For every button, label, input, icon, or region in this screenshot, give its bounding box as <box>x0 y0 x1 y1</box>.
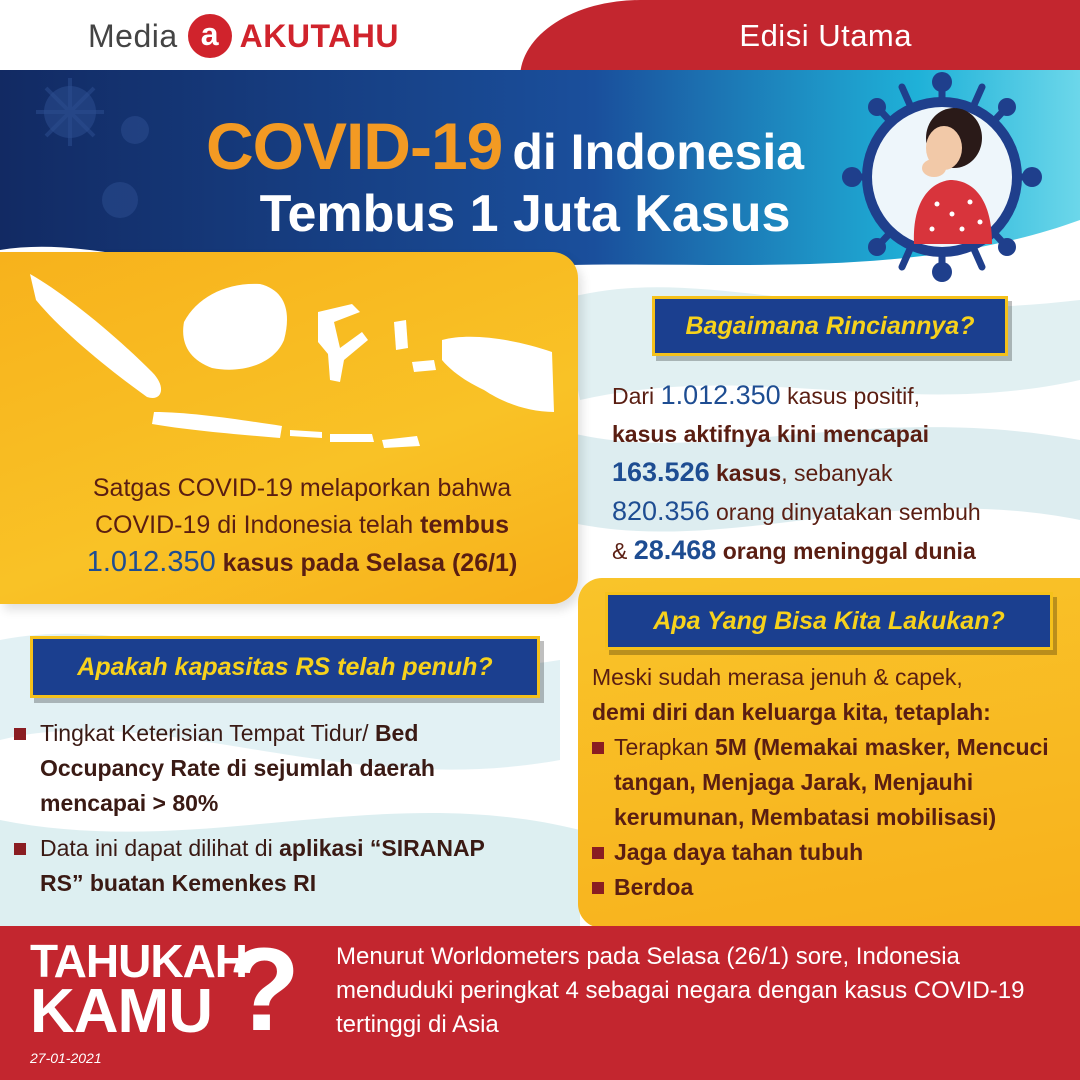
detail-line-3 <box>612 453 1072 492</box>
action-bullet-1-text <box>614 730 1062 835</box>
detail-line-1-a: Dari <box>612 383 661 409</box>
intro-text <box>22 470 582 582</box>
date-label: 27-01-2021 <box>30 1050 102 1066</box>
capacity-bullet-1-a: Tingkat Keterisian Tempat Tidur/ <box>40 720 375 746</box>
fact-text: Menurut Worldometers pada Selasa (26/1) sore, Indonesia menduduki peringkat 4 sebagai negara dengan kasus COVID-19 tertinggi di Asia <box>336 943 1025 1038</box>
capacity-bullet-1-b: Bed Occupancy Rate di sejumlah daerah mencapai > 80% <box>40 720 435 816</box>
detail-line-5 <box>612 531 1072 570</box>
intro-line-2 <box>22 507 582 544</box>
recovered-number: 820.356 <box>612 496 710 526</box>
total-cases-number: 1.012.350 <box>86 546 216 578</box>
title-rest: di Indonesia <box>512 124 805 180</box>
page-subtitle: Tembus 1 Juta Kasus <box>259 185 791 243</box>
action-bullet-1-b: 5M (Memakai masker, Mencuci tangan, Menjaga Jarak, Menjauhi kerumunan, Membatasi mobilisasi) <box>614 734 1049 830</box>
detail-line-1-b: kasus positif, <box>780 383 921 409</box>
deaths-number: 28.468 <box>633 535 717 565</box>
detail-line-3-b: kasus <box>709 460 782 486</box>
detail-line-1 <box>612 376 1072 415</box>
detail-line-5-a: & <box>612 538 634 564</box>
action-bullet-2 <box>592 835 1062 870</box>
capacity-list <box>14 716 534 911</box>
page-title <box>0 108 1010 184</box>
title-highlight: COVID-19 <box>205 109 503 183</box>
intro-line-1: Satgas COVID-19 melaporkan bahwa <box>92 474 512 502</box>
capacity-bullet-2-a: Data ini dapat dilihat di <box>40 835 280 861</box>
intro-line-3 <box>22 544 582 582</box>
brand-logo <box>88 14 399 58</box>
action-bullet-1 <box>592 730 1062 835</box>
question-mark-icon: ? <box>228 924 301 1056</box>
did-you-know-line-1: TAHUKAH <box>30 935 248 987</box>
action-text <box>592 660 1062 905</box>
capacity-bullet-2-b: aplikasi “SIRANAP RS” buatan Kemenkes RI <box>40 835 485 896</box>
brand-badge: a <box>188 14 232 58</box>
action-bullet-2-text: Jaga daya tahan tubuh <box>614 839 864 865</box>
did-you-know-line-2: KAMU <box>30 977 212 1046</box>
brand-name: AKUTAHU <box>239 17 399 54</box>
capacity-bullet-1 <box>14 716 534 821</box>
action-bullet-1-a: Terapkan <box>614 734 716 760</box>
bullet-icon <box>14 843 26 855</box>
active-cases-number: 163.526 <box>612 457 710 487</box>
action-heading: Apa Yang Bisa Kita Lakukan? <box>605 592 1053 650</box>
positive-cases-number: 1.012.350 <box>660 380 781 410</box>
brand-prefix: Media <box>88 17 178 54</box>
bullet-icon <box>14 728 26 740</box>
detail-line-5-b: orang meninggal dunia <box>716 538 976 564</box>
bullet-icon <box>592 847 604 859</box>
action-bullet-3 <box>592 870 1062 905</box>
intro-line-3-bold: kasus pada Selasa (26/1) <box>215 549 518 577</box>
detail-line-4 <box>612 492 1072 531</box>
detail-text <box>612 376 1072 570</box>
capacity-bullet-1-text <box>40 716 534 821</box>
intro-line-2-bold: tembus <box>420 511 510 539</box>
bullet-icon <box>592 882 604 894</box>
bullet-icon <box>592 742 604 754</box>
indonesia-map-icon <box>22 262 562 462</box>
detail-heading: Bagaimana Rinciannya? <box>652 296 1008 356</box>
capacity-heading: Apakah kapasitas RS telah penuh? <box>30 636 540 698</box>
action-bullet-3-text: Berdoa <box>614 874 694 900</box>
intro-line-2-text: COVID-19 di Indonesia telah <box>94 511 421 539</box>
detail-line-3-c: , sebanyak <box>781 460 893 486</box>
detail-line-2: kasus aktifnya kini mencapai <box>612 421 930 447</box>
capacity-bullet-2 <box>14 831 534 901</box>
action-intro-b: demi diri dan keluarga kita, tetaplah: <box>592 699 991 725</box>
detail-line-4-b: orang dinyatakan sembuh <box>709 499 981 525</box>
capacity-bullet-2-text <box>40 831 534 901</box>
edition-label: Edisi Utama <box>739 18 912 53</box>
action-intro-a: Meski sudah merasa jenuh & capek, <box>592 664 963 690</box>
